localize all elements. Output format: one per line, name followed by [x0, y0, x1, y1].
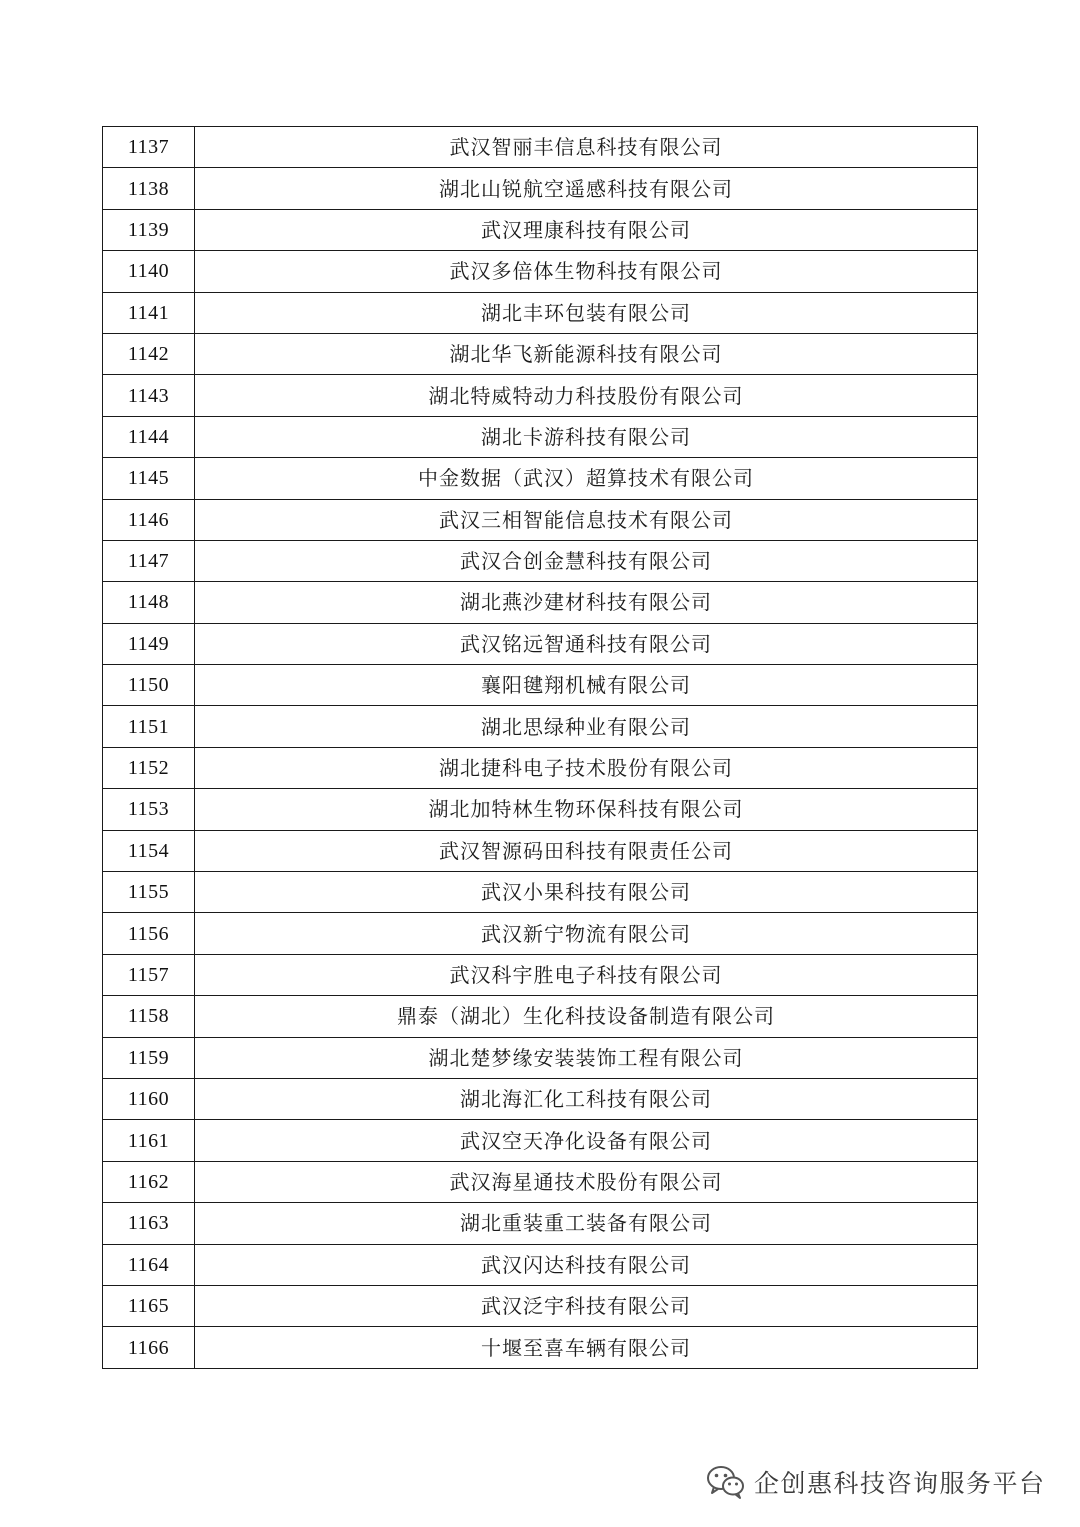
table-row: [103, 1244, 978, 1285]
table-row: [103, 1078, 978, 1119]
company-name: 湖北楚梦缘安装装饰工程有限公司: [195, 1037, 978, 1078]
table-row: [103, 127, 978, 168]
company-name: 湖北重装重工装备有限公司: [195, 1203, 978, 1244]
company-name: 武汉科宇胜电子科技有限公司: [195, 954, 978, 995]
company-name: 武汉小果科技有限公司: [195, 872, 978, 913]
company-name: 湖北华飞新能源科技有限公司: [195, 333, 978, 374]
row-number: 1146: [103, 499, 195, 540]
table-row: [103, 789, 978, 830]
table-row: [103, 458, 978, 499]
company-name: 武汉新宁物流有限公司: [195, 913, 978, 954]
row-number: 1143: [103, 375, 195, 416]
row-number: 1137: [103, 127, 195, 168]
company-name: 湖北捷科电子技术股份有限公司: [195, 747, 978, 788]
table-row: [103, 747, 978, 788]
company-name: 湖北山锐航空遥感科技有限公司: [195, 168, 978, 209]
row-number: 1164: [103, 1244, 195, 1285]
row-number: 1162: [103, 1161, 195, 1202]
row-number: 1158: [103, 996, 195, 1037]
table-row: [103, 582, 978, 623]
table-row: [103, 416, 978, 457]
company-name: 鼎泰（湖北）生化科技设备制造有限公司: [195, 996, 978, 1037]
row-number: 1157: [103, 954, 195, 995]
table-row: [103, 623, 978, 664]
row-number: 1152: [103, 747, 195, 788]
company-name: 武汉智丽丰信息科技有限公司: [195, 127, 978, 168]
table-row: [103, 830, 978, 871]
table-row: [103, 1203, 978, 1244]
company-name: 武汉泛宇科技有限公司: [195, 1285, 978, 1326]
row-number: 1142: [103, 333, 195, 374]
table-row: [103, 872, 978, 913]
row-number: 1148: [103, 582, 195, 623]
table-row: [103, 706, 978, 747]
row-number: 1151: [103, 706, 195, 747]
company-list-table: [102, 126, 978, 1369]
row-number: 1140: [103, 251, 195, 292]
table-row: [103, 996, 978, 1037]
table-row: [103, 913, 978, 954]
table-row: [103, 1161, 978, 1202]
row-number: 1153: [103, 789, 195, 830]
company-name: 湖北思绿种业有限公司: [195, 706, 978, 747]
row-number: 1149: [103, 623, 195, 664]
table-body: [103, 127, 978, 1369]
row-number: 1161: [103, 1120, 195, 1161]
table-row: [103, 168, 978, 209]
row-number: 1163: [103, 1203, 195, 1244]
company-name: 武汉空天净化设备有限公司: [195, 1120, 978, 1161]
table-row: [103, 292, 978, 333]
table-row: [103, 540, 978, 581]
table-row: [103, 209, 978, 250]
row-number: 1139: [103, 209, 195, 250]
company-name: 中金数据（武汉）超算技术有限公司: [195, 458, 978, 499]
row-number: 1154: [103, 830, 195, 871]
company-name: 武汉海星通技术股份有限公司: [195, 1161, 978, 1202]
watermark-text: 企创惠科技咨询服务平台: [754, 1469, 1046, 1498]
wechat-icon: [706, 1464, 746, 1500]
company-name: 武汉多倍体生物科技有限公司: [195, 251, 978, 292]
row-number: 1159: [103, 1037, 195, 1078]
row-number: 1144: [103, 416, 195, 457]
company-name: 武汉铭远智通科技有限公司: [195, 623, 978, 664]
row-number: 1156: [103, 913, 195, 954]
row-number: 1165: [103, 1285, 195, 1326]
row-number: 1150: [103, 665, 195, 706]
company-name: 湖北特威特动力科技股份有限公司: [195, 375, 978, 416]
company-name: 湖北燕沙建材科技有限公司: [195, 582, 978, 623]
company-name: 湖北卡游科技有限公司: [195, 416, 978, 457]
table-row: [103, 1285, 978, 1326]
company-name: 武汉理康科技有限公司: [195, 209, 978, 250]
table-row: [103, 1120, 978, 1161]
table-row: [103, 251, 978, 292]
company-name: 湖北海汇化工科技有限公司: [195, 1078, 978, 1119]
table-row: [103, 1037, 978, 1078]
company-name: 武汉闪达科技有限公司: [195, 1244, 978, 1285]
company-name: 十堰至喜车辆有限公司: [195, 1327, 978, 1368]
table-row: [103, 954, 978, 995]
table-row: [103, 333, 978, 374]
row-number: 1166: [103, 1327, 195, 1368]
row-number: 1155: [103, 872, 195, 913]
row-number: 1141: [103, 292, 195, 333]
company-name: 襄阳毽翔机械有限公司: [195, 665, 978, 706]
company-name: 湖北丰环包装有限公司: [195, 292, 978, 333]
table-row: [103, 665, 978, 706]
row-number: 1138: [103, 168, 195, 209]
row-number: 1147: [103, 540, 195, 581]
table-row: [103, 1327, 978, 1368]
row-number: 1145: [103, 458, 195, 499]
table-row: [103, 499, 978, 540]
company-name: 武汉三相智能信息技术有限公司: [195, 499, 978, 540]
table-row: [103, 375, 978, 416]
row-number: 1160: [103, 1078, 195, 1119]
watermark: [706, 1462, 1046, 1502]
company-name: 武汉合创金慧科技有限公司: [195, 540, 978, 581]
company-name: 武汉智源码田科技有限责任公司: [195, 830, 978, 871]
company-name: 湖北加特林生物环保科技有限公司: [195, 789, 978, 830]
